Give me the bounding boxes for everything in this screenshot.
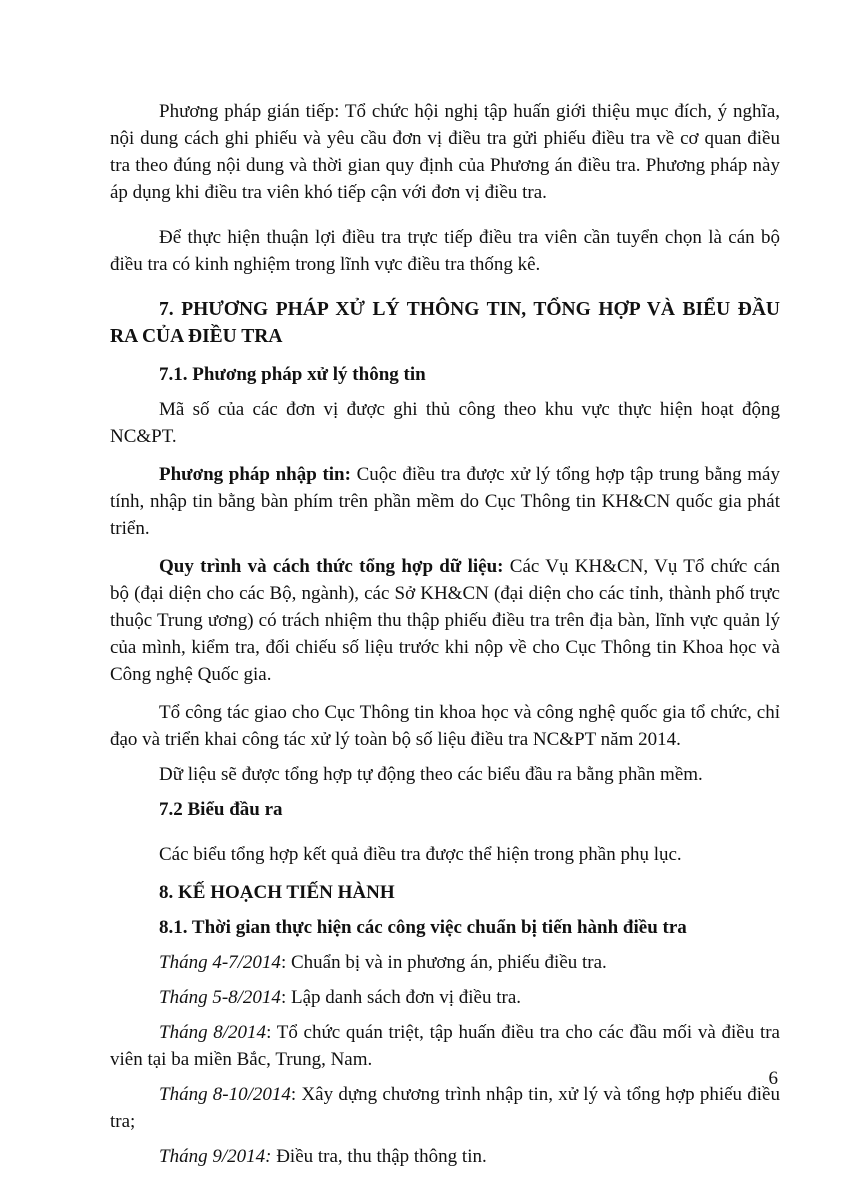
- aggregation-label: Quy trình và cách thức tổng hợp dữ liệu:: [159, 556, 504, 577]
- schedule-period: Tháng 8-10/2014: [159, 1084, 291, 1105]
- schedule-item: [110, 1143, 780, 1170]
- section-7-2-heading: 7.2 Biểu đầu ra: [159, 799, 283, 820]
- schedule-task: Chuẩn bị và in phương án, phiếu điều tra.: [286, 952, 607, 973]
- schedule-period: Tháng 8/2014: [159, 1022, 267, 1043]
- data-entry-label: Phương pháp nhập tin:: [159, 464, 351, 485]
- schedule-item: Tháng 8-10/2014: Xây dựng chương trình nhập tin, xử lý và tổng hợp phiếu điều tra;: [110, 1084, 780, 1132]
- paragraph-aggregation-process: [110, 553, 780, 688]
- paragraph-direct-survey: Để thực hiện thuận lợi điều tra trực tiếp điều tra viên cần tuyển chọn là cán bộ điều tra có kinh nghiệm trong lĩnh vực điều tra thống kê.: [110, 227, 780, 275]
- page-number: 6: [768, 1068, 778, 1089]
- paragraph-output-tables: Các biểu tổng hợp kết quả điều tra được thể hiện trong phần phụ lục.: [159, 844, 682, 865]
- paragraph-unit-codes: Mã số của các đơn vị được ghi thủ công theo khu vực thực hiện hoạt động NC&PT.: [110, 399, 780, 447]
- paragraph-indirect-method: Phương pháp gián tiếp: Tổ chức hội nghị tập huấn giới thiệu mục đích, ý nghĩa, nội dung cách ghi phiếu và yêu cầu đơn vị điều tra gửi phiếu điều tra về cơ quan điều tra theo đúng nội dung và thời gian quy định của Phương án điều tra. Phương pháp này áp dụng khi điều tra viên khó tiếp cận với đơn vị điều tra.: [110, 101, 780, 203]
- schedule-task: Tổ chức quán triệt, tập huấn điều tra cho các đầu mối và điều tra viên tại ba miền Bắc, Trung, Nam.: [110, 1022, 780, 1070]
- schedule-task: Điều tra, thu thập thông tin.: [271, 1146, 487, 1167]
- schedule-task: Xây dựng chương trình nhập tin, xử lý và tổng hợp phiếu điều tra;: [110, 1084, 780, 1132]
- section-8-heading: 8. KẾ HOẠCH TIẾN HÀNH: [159, 882, 395, 903]
- schedule-item: Tháng 5-8/2014: Lập danh sách đơn vị điều tra.: [159, 987, 522, 1008]
- data-entry-text: Cuộc điều tra được xử lý tổng hợp tập trung bằng máy tính, nhập tin bằng bàn phím trên phần mềm do Cục Thông tin KH&CN quốc gia phát triển.: [110, 464, 780, 539]
- schedule-item: Tháng 4-7/2014: Chuẩn bị và in phương án, phiếu điều tra.: [159, 952, 607, 973]
- aggregation-text: Các Vụ KH&CN, Vụ Tổ chức cán bộ (đại diện cho các Bộ, ngành), các Sở KH&CN (đại diện cho các tỉnh, thành phố trực thuộc Trung ương) có trách nhiệm thu thập phiếu điều tra trên địa bàn, lĩnh vực quản lý của mình, kiểm tra, đối chiếu số liệu trước khi nộp về cho Cục Thông tin Khoa học và Công nghệ Quốc gia.: [110, 556, 780, 685]
- schedule-period: Tháng 9/2014:: [159, 1146, 272, 1167]
- schedule-task: Lập danh sách đơn vị điều tra.: [286, 987, 522, 1008]
- schedule-period: Tháng 4-7/2014: [159, 952, 281, 973]
- page-content: [110, 98, 780, 1170]
- paragraph-working-group: Tổ công tác giao cho Cục Thông tin khoa học và công nghệ quốc gia tổ chức, chỉ đạo và triển khai công tác xử lý toàn bộ số liệu điều tra NC&PT năm 2014.: [110, 702, 780, 750]
- paragraph-data-entry: [110, 461, 780, 542]
- section-8-1-heading: 8.1. Thời gian thực hiện các công việc chuẩn bị tiến hành điều tra: [159, 917, 687, 938]
- section-7-1-heading: 7.1. Phương pháp xử lý thông tin: [159, 364, 426, 385]
- paragraph-auto-aggregation: Dữ liệu sẽ được tổng hợp tự động theo các biểu đầu ra bằng phần mềm.: [159, 764, 703, 785]
- schedule-item: Tháng 8/2014: Tổ chức quán triệt, tập huấn điều tra cho các đầu mối và điều tra viên tại ba miền Bắc, Trung, Nam.: [110, 1022, 780, 1070]
- schedule-period: Tháng 5-8/2014: [159, 987, 281, 1008]
- section-7-heading: 7. PHƯƠNG PHÁP XỬ LÝ THÔNG TIN, TỔNG HỢP VÀ BIỂU ĐẦU RA CỦA ĐIỀU TRA: [110, 299, 780, 347]
